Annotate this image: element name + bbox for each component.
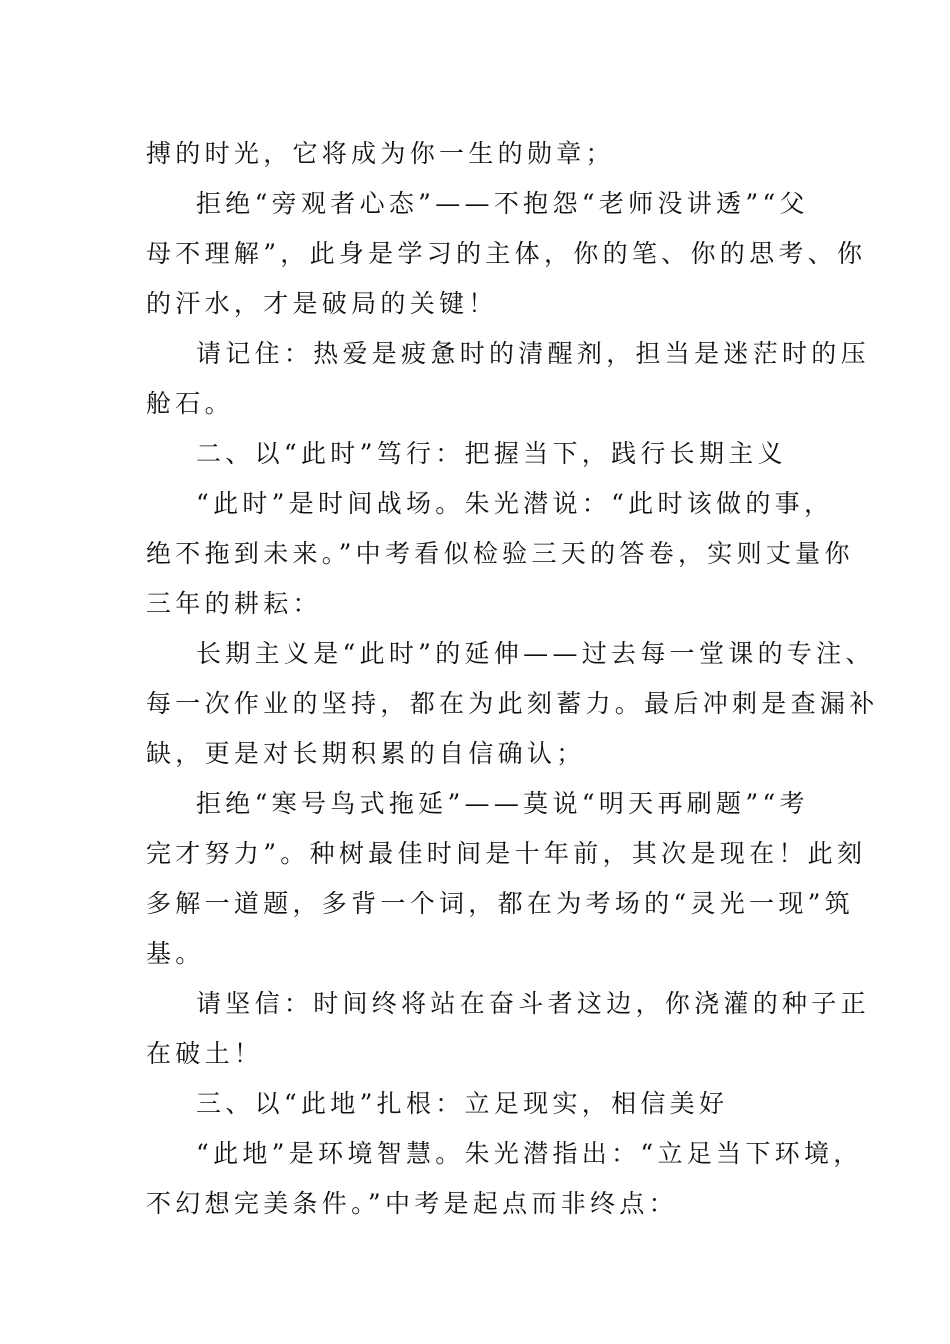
section-heading-2: 二、以“此时”笃行：把握当下，践行长期主义 [196, 439, 787, 468]
text-line-18: 请坚信：时间终将站在奋斗者这边，你浇灌的种子正 [196, 989, 870, 1018]
text-line-22: 不幻想完美条件。”中考是起点而非终点： [146, 1189, 678, 1218]
text-line-15: 完才努力”。种树最佳时间是十年前，其次是现在！此刻 [146, 839, 867, 868]
text-line-21: “此地”是环境智慧。朱光潜指出：“立足当下环境， [196, 1139, 863, 1168]
text-line-13: 缺，更是对长期积累的自信确认； [146, 739, 586, 768]
text-line-5: 请记住：热爱是疲惫时的清醒剂，担当是迷茫时的压 [196, 339, 870, 368]
text-line-12: 每一次作业的坚持，都在为此刻蓄力。最后冲刺是查漏补 [146, 689, 879, 718]
text-line-17: 基。 [146, 939, 205, 968]
text-line-3: 母不理解”，此身是学习的主体，你的笔、你的思考、你 [146, 239, 867, 268]
text-line-14: 拒绝“寒号鸟式拖延”——莫说“明天再刷题”“考 [196, 789, 809, 818]
text-line-10: 三年的耕耘： [146, 589, 322, 618]
text-line-8: “此时”是时间战场。朱光潜说：“此时该做的事， [196, 489, 834, 518]
section-heading-3: 三、以“此地”扎根：立足现实，相信美好 [196, 1089, 729, 1118]
text-line-9: 绝不拖到未来。”中考看似检验三天的答卷，实则丈量你 [146, 539, 854, 568]
text-line-4: 的汗水，才是破局的关键！ [146, 289, 498, 318]
text-line-19: 在破土！ [146, 1039, 264, 1068]
text-line-2: 拒绝“旁观者心态”——不抱怨“老师没讲透”“父 [196, 189, 809, 218]
text-line-16: 多解一道题，多背一个词，都在为考场的“灵光一现”筑 [146, 889, 855, 918]
text-line-6: 舱石。 [146, 389, 234, 418]
text-line-11: 长期主义是“此时”的延伸——过去每一堂课的专注、 [196, 639, 875, 668]
text-line-1: 搏的时光，它将成为你一生的勋章； [146, 139, 615, 168]
